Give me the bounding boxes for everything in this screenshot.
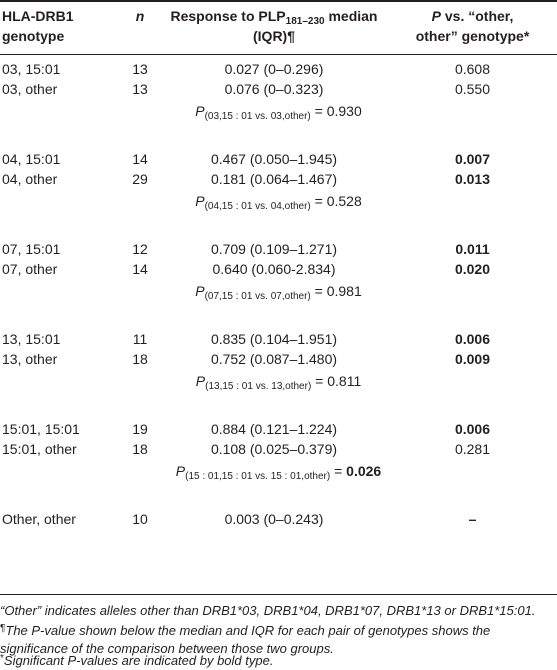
pair-comparison-p	[0, 101, 557, 127]
p-equals-value: = 0.528	[314, 193, 362, 209]
row-median-iqr: 0.884 (0.121–1.224)	[210, 421, 338, 437]
p-symbol: P	[195, 373, 206, 389]
row-median-iqr: 0.181 (0.064–1.467)	[210, 171, 338, 187]
row-genotype: 04, 15:01	[2, 151, 61, 167]
row-median-iqr: 0.835 (0.104–1.951)	[210, 331, 338, 347]
row-p-value: 0.011	[455, 241, 490, 257]
row-p-value: 0.020	[454, 261, 491, 277]
header-rule	[0, 54, 557, 55]
last-row-p-value: –	[468, 511, 477, 527]
last-row-median-iqr: 0.003 (0–0.243)	[224, 511, 324, 527]
row-median-iqr: 0.108 (0.025–0.379)	[210, 441, 338, 457]
table-top-rule	[0, 0, 557, 2]
p-symbol: P	[175, 463, 186, 479]
row-n: 14	[132, 261, 148, 277]
last-row-genotype: Other, other	[2, 511, 76, 527]
row-median-iqr: 0.027 (0–0.296)	[224, 61, 324, 77]
row-n: 18	[132, 441, 148, 457]
pair-comparison-p	[0, 461, 557, 487]
row-n: 18	[132, 351, 148, 367]
pair-comparison-p	[0, 281, 557, 307]
p-subscript: (04,15 : 01 vs. 04,other)	[204, 201, 311, 212]
p-subscript: (15 : 01,15 : 01 vs. 15 : 01,other)	[185, 471, 331, 482]
p-equals-value: = 0.811	[315, 373, 362, 389]
header-n: n	[135, 8, 145, 24]
pair-comparison-p	[0, 191, 557, 217]
row-n: 12	[132, 241, 148, 257]
p-equals-value: = 0.930	[314, 103, 362, 119]
row-genotype: 15:01, 15:01	[2, 421, 80, 437]
row-genotype: 13, other	[2, 351, 58, 367]
row-p-value: 0.007	[454, 151, 491, 167]
row-median-iqr: 0.076 (0–0.323)	[224, 81, 324, 97]
row-median-iqr: 0.752 (0.087–1.480)	[210, 351, 338, 367]
header-p-line1: P vs. “other,	[431, 8, 514, 24]
row-median-iqr: 0.709 (0.109–1.271)	[210, 241, 338, 257]
row-n: 11	[132, 331, 148, 347]
row-n: 13	[132, 81, 148, 97]
footnote-other: “Other” indicates alleles other than DRB1*03, DRB1*04, DRB1*07, DRB1*13 or DRB1*15:01.	[0, 603, 536, 618]
p-subscript: (13,15 : 01 vs. 13,other)	[205, 381, 312, 392]
row-p-value: 0.009	[454, 351, 491, 367]
header-p-line2: other” genotype*	[415, 28, 530, 44]
row-p-value: 0.608	[454, 61, 491, 77]
footnote-pilcrow: ¶The P-value shown below the median and IQR for each pair of genotypes shows the significance of the comparison between those two groups.	[0, 623, 491, 656]
row-n: 13	[132, 61, 148, 77]
row-genotype: 15:01, other	[2, 441, 77, 457]
row-median-iqr: 0.467 (0.050–1.945)	[210, 151, 338, 167]
row-genotype: 03, other	[2, 81, 58, 97]
p-equals-value: =	[334, 463, 347, 479]
p-bold-value: 0.026	[346, 463, 382, 479]
header-genotype-line2: genotype	[2, 28, 65, 44]
row-median-iqr: 0.640 (0.060-2.834)	[212, 261, 336, 277]
row-p-value: 0.013	[454, 171, 491, 187]
p-symbol: P	[195, 103, 205, 119]
row-n: 19	[132, 421, 148, 437]
header-genotype-line1: HLA-DRB1	[2, 8, 74, 24]
row-genotype: 07, other	[2, 261, 58, 277]
last-row-n: 10	[132, 511, 148, 527]
row-p-value: 0.550	[454, 81, 491, 97]
p-subscript: (07,15 : 01 vs. 07,other)	[204, 291, 311, 302]
row-genotype: 07, 15:01	[2, 241, 61, 257]
row-p-value: 0.281	[454, 441, 491, 457]
row-genotype: 13, 15:01	[2, 331, 61, 347]
p-equals-value: = 0.981	[314, 283, 362, 299]
header-response-line2: (IQR)¶	[253, 28, 295, 44]
row-n: 29	[132, 171, 148, 187]
pair-comparison-p	[0, 371, 557, 397]
row-p-value: 0.006	[454, 331, 491, 347]
footnote-star: *Significant P-values are indicated by bold type.	[0, 653, 274, 668]
p-symbol: P	[195, 193, 205, 209]
row-p-value: 0.006	[454, 421, 491, 437]
row-genotype: 04, other	[2, 171, 58, 187]
row-genotype: 03, 15:01	[2, 61, 61, 77]
row-n: 14	[132, 151, 148, 167]
p-subscript: (03,15 : 01 vs. 03,other)	[204, 111, 311, 122]
header-response-line1: Response to $PLP_{181-230}$ median	[170, 8, 378, 27]
table-bottom-rule	[0, 594, 557, 595]
p-symbol: P	[195, 283, 205, 299]
